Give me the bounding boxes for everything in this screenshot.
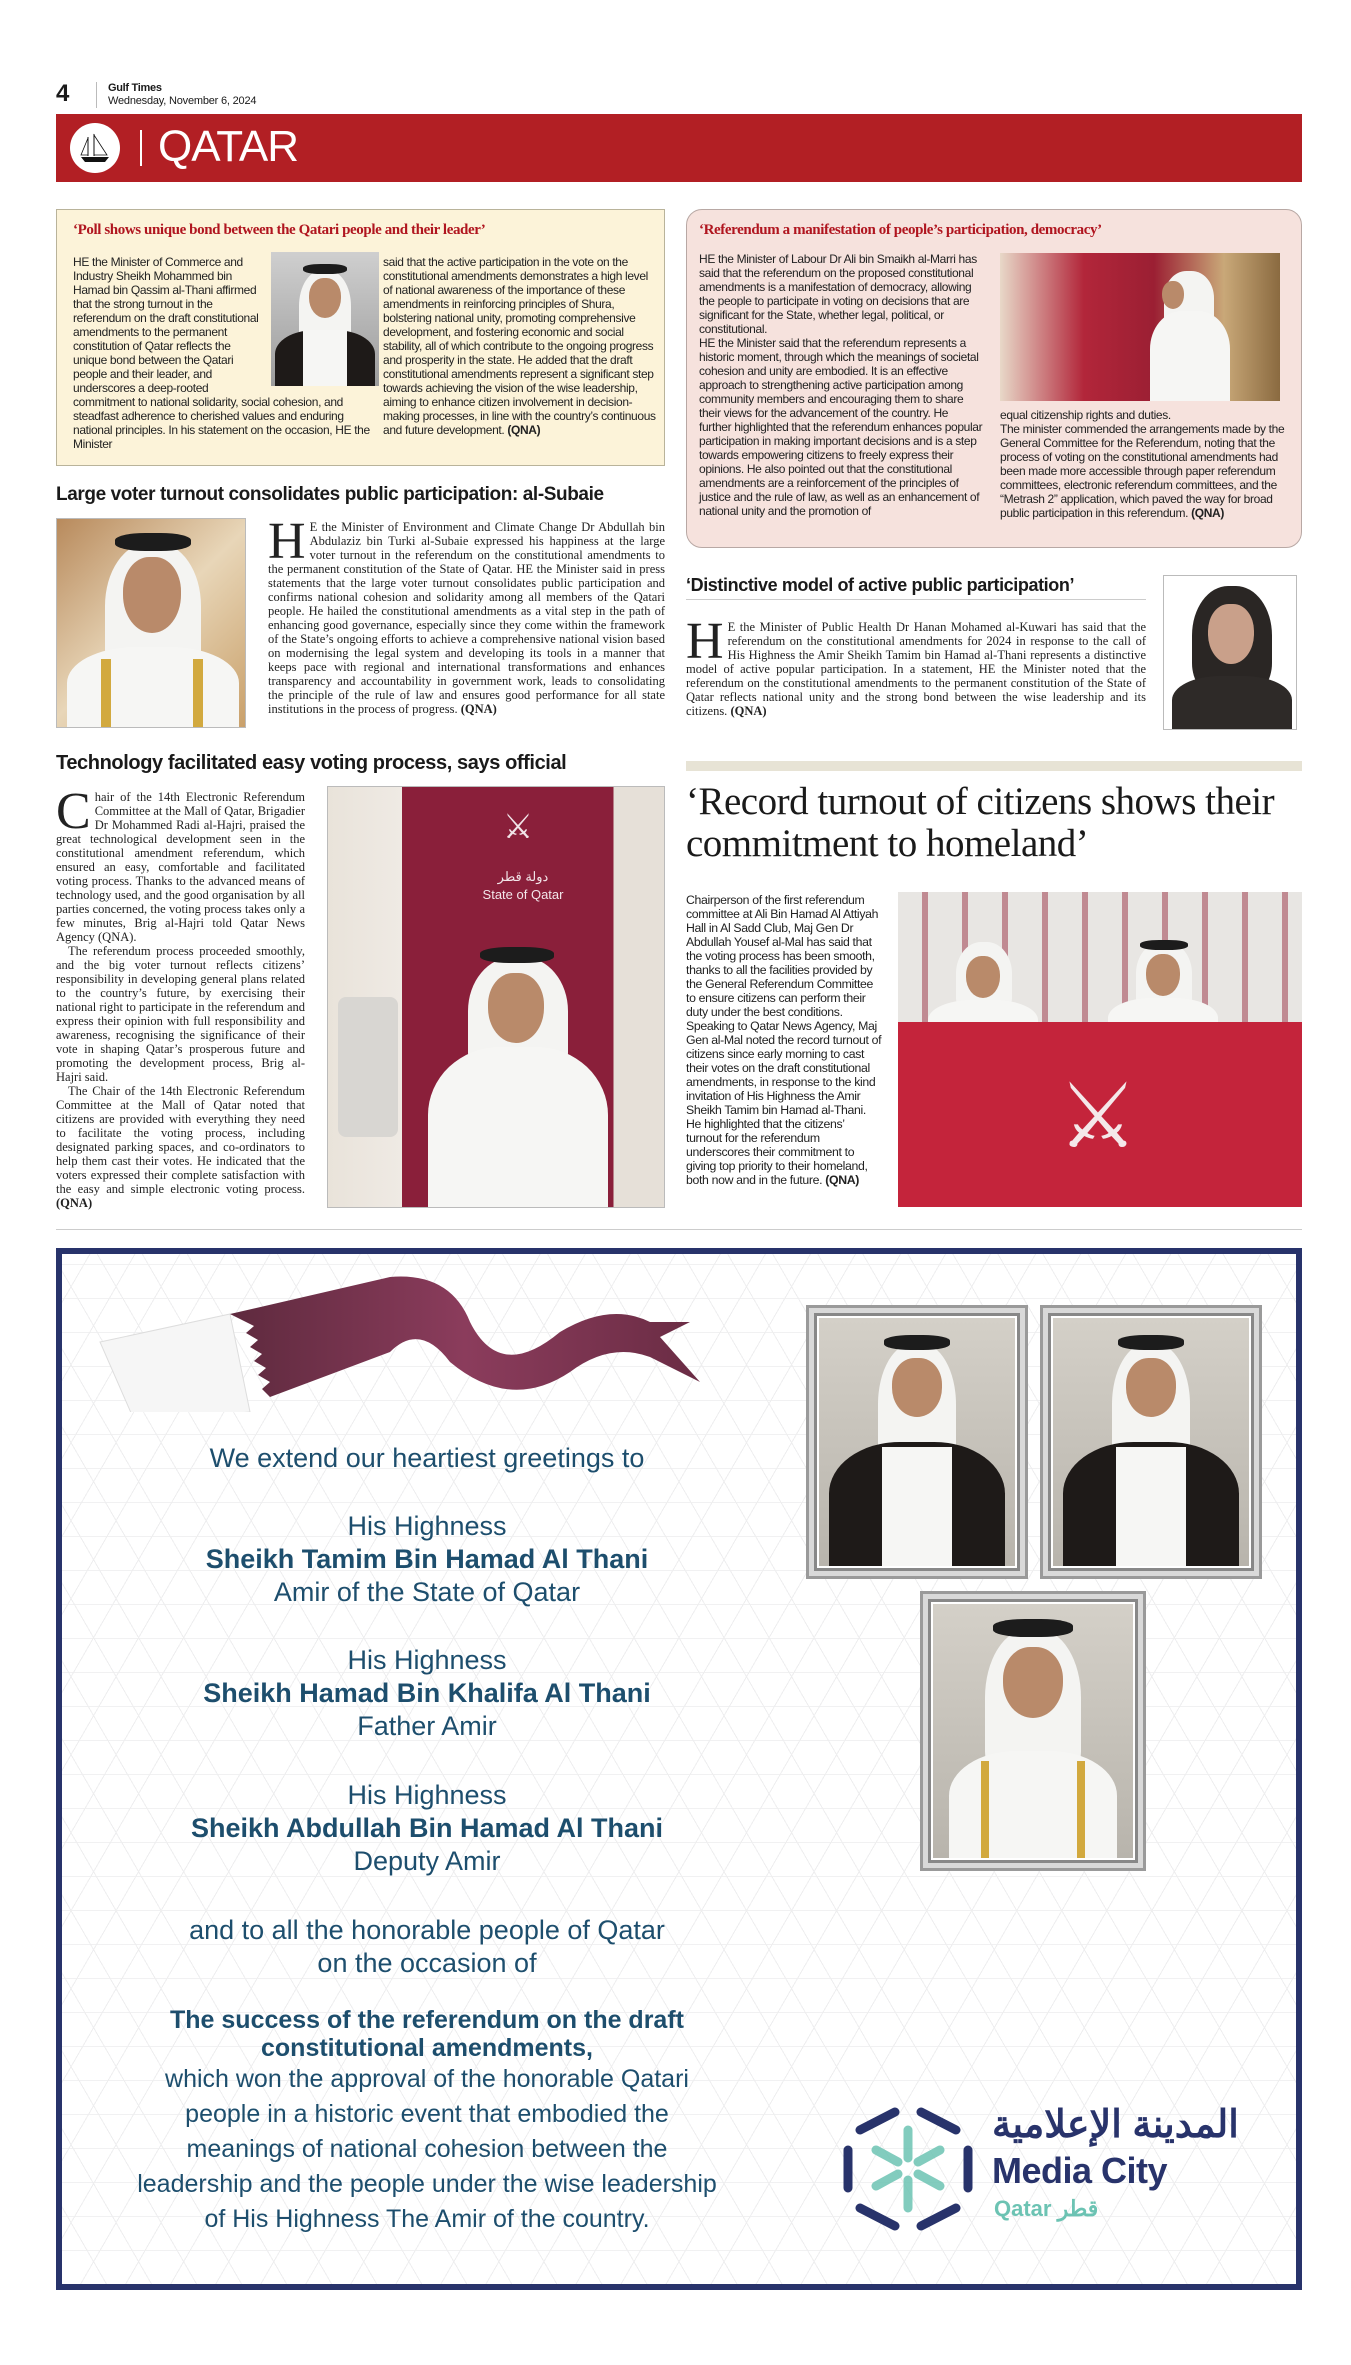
honoree-title: Deputy Amir — [353, 1846, 501, 1876]
logo-arabic-text: المدينة الإعلامية — [992, 2104, 1239, 2146]
credit: (QNA) — [507, 423, 541, 437]
article-column — [1000, 408, 1290, 520]
drop-cap: H — [268, 513, 306, 570]
occasion-line: which won the approval of the honorable Qatari — [165, 2065, 689, 2093]
article-text: E the Minister of Public Health Dr Hanan Mohamed al-Kuwari has said that the referendum on the constitutional amendments for 2024 in response to the call of His Highness the Amir Sheikh Tamim bin Hamad al-Thani represents a distinctive model of active popular participation. In a statement, HE the Minister noted that the referendum on the constitutional amendments to the permanent constitution of the State of Qatar reflects national unity and the strong bond between the wise leadership and its citizens. — [686, 620, 1146, 718]
honoree-title: Father Amir — [357, 1711, 497, 1741]
credit: (QNA) — [1191, 506, 1225, 520]
occasion-bold: constitutional amendments, — [261, 2034, 593, 2062]
article-headline: Technology facilitated easy voting process, says official — [56, 752, 567, 774]
sign-state-of-qatar: State of Qatar — [482, 887, 564, 902]
occasion-text — [102, 2006, 752, 2237]
article-text: The Chair of the 14th Electronic Referendum Committee at the Mall of Qatar noted that citizens are provided with everything they need to facilitate the voting process, including designated parking spaces, and co-ordinators to help them cast their votes. He indicated that the voters expressed their complete satisfaction with the easy and simple electronic voting process. — [56, 1084, 305, 1196]
issue-date: Wednesday, November 6, 2024 — [108, 95, 257, 107]
article-text: said that the active participation in the vote on the constitutional amendments demonstrates a high level of national awareness of the importance of these amendments in reinforcing principles of Shura, bolstering national unity, promoting comprehensive development, and fostering economic and social stability, all of which contribute to the ongoing progress and prosperity in the state. He added that the draft constitutional amendments represent a significant step towards achieving the vision of the wise leadership, aiming to enhance citizen involvement in decision-making processes, in line with the country’s continuous and future development. — [383, 255, 656, 437]
page-divider — [56, 1229, 1302, 1230]
dhow-logo-icon — [70, 123, 120, 173]
article-text: HE the Minister of Labour Dr Ali bin Smaikh al-Marri has said that the referendum on the proposed constitutional amendments is a manifestation of democracy, allowing the people to participate in voting on decisions that are significant for the State, whether legal, political, or constitutional. — [699, 252, 977, 336]
honoree-deputy-amir — [102, 1779, 752, 1878]
occasion-line: people in a historic event that embodied the — [185, 2100, 669, 2128]
logo-qatar-text — [994, 2196, 1098, 2222]
logo-qatar-en: Qatar — [994, 2196, 1052, 2221]
qatar-emblem-icon: ⚔ — [1057, 1067, 1139, 1167]
newspaper-name: Gulf Times — [108, 82, 162, 94]
minister-environment-photo — [56, 518, 246, 728]
article-body — [686, 613, 1146, 718]
article-labour-box — [686, 209, 1302, 548]
greeting-intro: We extend our heartiest greetings to — [209, 1443, 645, 1473]
section-bar — [686, 761, 1302, 771]
article-text: hair of the 14th Electronic Referendum Committee at the Mall of Qatar, Brigadier Dr Mohammed Radi al-Hajri, praised the great technological development seen in the constitutional amendment referendum, which ensured an easy, comfortable and facilitated voting process. Thanks to the advanced means of technology used, and the good organisation by all parties concerned, the voting process takes only a few minutes, Brig al-Hajri told Qatar News Agency (QNA). — [56, 790, 305, 944]
occasion-line: meanings of national cohesion between the — [186, 2135, 668, 2163]
honoree-title: Amir of the State of Qatar — [273, 1577, 581, 1607]
honoree-prefix: His Highness — [347, 1645, 507, 1675]
occasion-line: of His Highness The Amir of the country. — [204, 2205, 650, 2233]
article-column — [73, 255, 373, 451]
sign-arabic: دولة قطر — [497, 869, 549, 884]
honoree-prefix: His Highness — [347, 1780, 507, 1810]
article-text: HE the Minister of Commerce and Industry Sheikh Mohammed bin Hamad bin Qassim al-Thani affirmed that the strong turnout in the referendum on the draft constitutional amendments to the permanent constitution of Qatar reflects the unique bond between the Qatari people and their leader, and underscores a deep-rooted commitment to national solidarity, social cohesion, and steadfast adherence to cherished values and enduring national principles. In his statement on the occasion, HE the Minister — [73, 255, 370, 451]
header-divider — [96, 82, 97, 108]
headline-rule — [686, 599, 1146, 600]
qatar-emblem-icon: ⚔ — [502, 808, 534, 846]
article-text: The minister commended the arrangements made by the General Committee for the Referendum, noting that the process of voting on the constitutional amendments had been made more accessible through paper referendum committees, electronic referendum committees, and the “Metrash 2” application, which paved the way for broad public participation in this referendum. — [1000, 422, 1285, 520]
occasion-line: leadership and the people under the wise leadership — [137, 2170, 717, 2198]
greeting-line: on the occasion of — [317, 1948, 537, 1978]
article-headline: ‘Referendum a manifestation of people’s participation, democracy’ — [699, 222, 1102, 238]
honoree-amir — [102, 1510, 752, 1609]
honoree-name: Sheikh Hamad Bin Khalifa Al Thani — [203, 1678, 651, 1708]
article-headline: Large voter turnout consolidates public participation: al-Subaie — [56, 484, 604, 505]
article-text: The referendum process proceeded smoothly, and the big voter turnout reflects citizens’ responsibility in developing general plans related to the country’s future, by exercising their national right to participate in the referendum and express their opinion with full responsibility and awareness, recognising the significance of their vote in shaping Qatar’s prosperous future and promoting the development process, Brig al-Hajri said. — [56, 944, 305, 1084]
portrait-deputy-amir — [920, 1591, 1146, 1871]
occasion-bold: The success of the referendum on the draft — [170, 2006, 684, 2034]
article-body — [56, 783, 305, 1210]
greeting-line: and to all the honorable people of Qatar — [189, 1915, 665, 1945]
logo-english-text: Media City — [992, 2150, 1168, 2191]
credit: (QNA) — [825, 1173, 860, 1187]
minister-voting-photo — [1000, 253, 1280, 401]
people-greeting — [102, 1914, 752, 1980]
section-title: QATAR — [158, 122, 299, 171]
logo-qatar-ar: قطر — [1057, 2196, 1099, 2221]
article-body — [268, 513, 665, 716]
page-number: 4 — [56, 80, 70, 107]
article-headline: ‘Poll shows unique bond between the Qatari people and their leader’ — [73, 222, 486, 238]
drop-cap: H — [686, 613, 724, 670]
drop-cap: C — [56, 783, 91, 840]
banner-divider — [140, 130, 142, 166]
qatar-flag-ribbon-icon — [90, 1262, 730, 1412]
article-text: equal citizenship rights and duties. — [1000, 408, 1171, 422]
section-banner — [56, 114, 1302, 182]
credit: (QNA) — [56, 1196, 93, 1210]
greetings-advertisement — [56, 1248, 1302, 2290]
article-column — [383, 255, 659, 437]
media-city-logo-icon — [840, 2100, 976, 2236]
honoree-prefix: His Highness — [347, 1511, 507, 1541]
article-text: Chairperson of the first referendum committee at Ali Bin Hamad Al Attiyah Hall in Al Sadd Club, Maj Gen Dr Abdullah Yousef al-Mal has said that the voting process has been smooth, thanks to all the facilities provided by the General Referendum Committee to ensure citizens can perform their duty under the best conditions. Speaking to Qatar News Agency, Maj Gen al-Mal noted the record turnout of citizens since early morning to cast their votes on the draft constitutional amendments, in response to the kind invitation of His Highness the Amir Sheikh Tamim bin Hamad al-Thani. He highlighted that the citizens’ turnout for the referendum underscores their commitment to giving top priority to their homeland, both now and in the future. — [686, 893, 882, 1187]
article-text: HE the Minister said that the referendum represents a historic moment, through which the meanings of societal cohesion and unity are embodied. It is an effective approach to strengthening active participation among community members and encouraging them to share their views for the advancement of the country. He further highlighted that the referendum enhances popular participation in making important decisions and is a step towards empowering citizens to freely express their opinions. He also pointed out that the constitutional amendments are a reinforcement of the principles of justice and the rule of law, as well as an enhancement of national unity and the promotion of — [699, 336, 983, 518]
emblem-banner — [898, 1022, 1302, 1207]
honoree-name: Sheikh Tamim Bin Hamad Al Thani — [205, 1544, 649, 1574]
article-column — [699, 252, 983, 518]
credit: (QNA) — [730, 704, 767, 718]
credit: (QNA) — [460, 702, 497, 716]
portrait-amir — [806, 1305, 1028, 1579]
article-headline: ‘Record turnout of citizens shows their commitment to homeland’ — [686, 780, 1275, 865]
article-body — [686, 893, 882, 1187]
article-commerce-box — [56, 209, 665, 466]
election-official-photo — [327, 786, 665, 1208]
honoree-name: Sheikh Abdullah Bin Hamad Al Thani — [190, 1813, 664, 1843]
committee-press-photo — [898, 892, 1302, 1207]
honoree-father-amir — [102, 1644, 752, 1743]
portrait-father-amir — [1040, 1305, 1262, 1579]
article-headline: ‘Distinctive model of active public participation’ — [686, 575, 1075, 595]
minister-health-photo — [1163, 575, 1297, 730]
article-text: E the Minister of Environment and Climate Change Dr Abdullah bin Abdulaziz bin Turki al-Subaie expressed his happiness at the large voter turnout in the referendum on the constitutional amendments to the permanent constitution of the State of Qatar. HE the Minister said in press statements that the large voter turnout consolidates public participation and confirms national cohesion and solidarity among all members of the Qatari people. He hailed the constitutional amendments as a vital step in the path of enhancing good governance, especially since they come within the framework of the State’s ongoing efforts to achieve a comprehensive national vision based on modernising the legal system and developing its tools in a manner that keeps pace with regional and international transformations and enhances transparency and accountability in government work, leads to consolidating the principle of the rule of law and ensures good performance for all state institutions in the process of progress. — [268, 520, 665, 716]
